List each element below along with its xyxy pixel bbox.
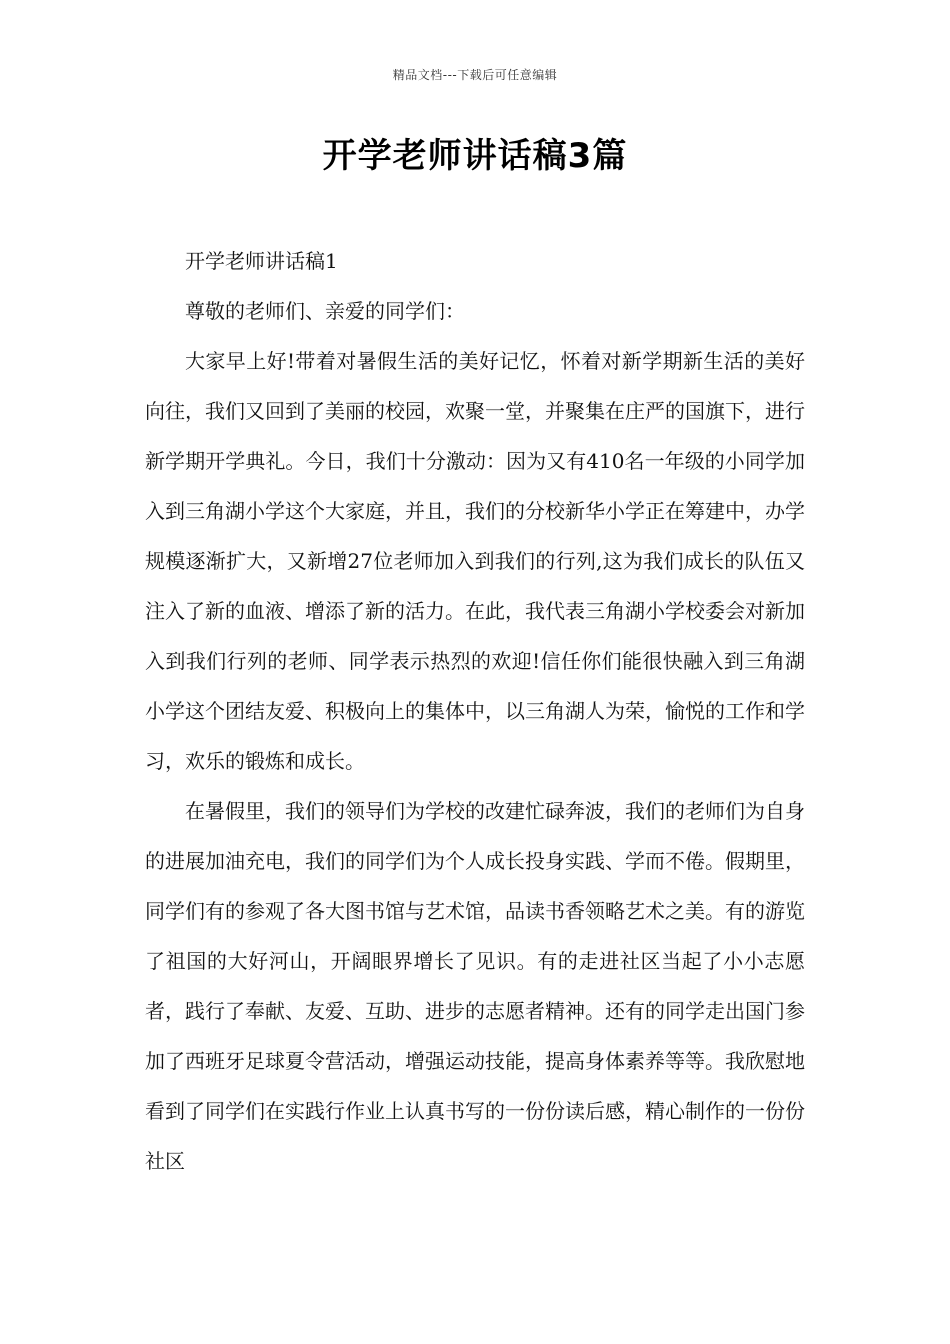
document-title: 开学老师讲话稿3篇 (322, 136, 628, 176)
paragraph-2: 在暑假里，我们的领导们为学校的改建忙碌奔波，我们的老师们为自身的进展加油充电，我们的同学们为个人成长投身实践、学而不倦。假期里，同学们有的参观了各大图书馆与艺术馆，品读书香领略艺术之美。有的游览了祖国的大好河山，开阔眼界增长了见识。有的走进社区当起了小小志愿者，践行了奉献、友爱、互助、进步的志愿者精神。还有的同学走出国门参加了西班牙足球夏令营活动，增强运动技能，提高身体素养等等。我欣慰地看到了同学们在实践行作业上认真书写的一份份读后感，精心制作的一份份社区 (145, 799, 805, 1173)
section-subtitle: 开学老师讲话稿1 (185, 249, 338, 273)
document-body (145, 236, 805, 1186)
header-note: 精品文档---下载后可任意编辑 (392, 68, 558, 82)
paragraph-1: 大家早上好!带着对暑假生活的美好记忆，怀着对新学期新生活的美好向往，我们又回到了美丽的校园，欢聚一堂，并聚集在庄严的国旗下，进行新学期开学典礼。今日，我们十分激动：因为又有410名一年级的小同学加入到三角湖小学这个大家庭，并且，我们的分校新华小学正在筹建中，办学规模逐渐扩大，又新增27位老师加入到我们的行列,这为我们成长的队伍又注入了新的血液、增添了新的活力。在此，我代表三角湖小学校委会对新加入到我们行列的老师、同学表示热烈的欢迎!信任你们能很快融入到三角湖小学这个团结友爱、积极向上的集体中，以三角湖人为荣，愉悦的工作和学习，欢乐的锻炼和成长。 (145, 349, 805, 773)
salutation: 尊敬的老师们、亲爱的同学们： (185, 299, 465, 323)
